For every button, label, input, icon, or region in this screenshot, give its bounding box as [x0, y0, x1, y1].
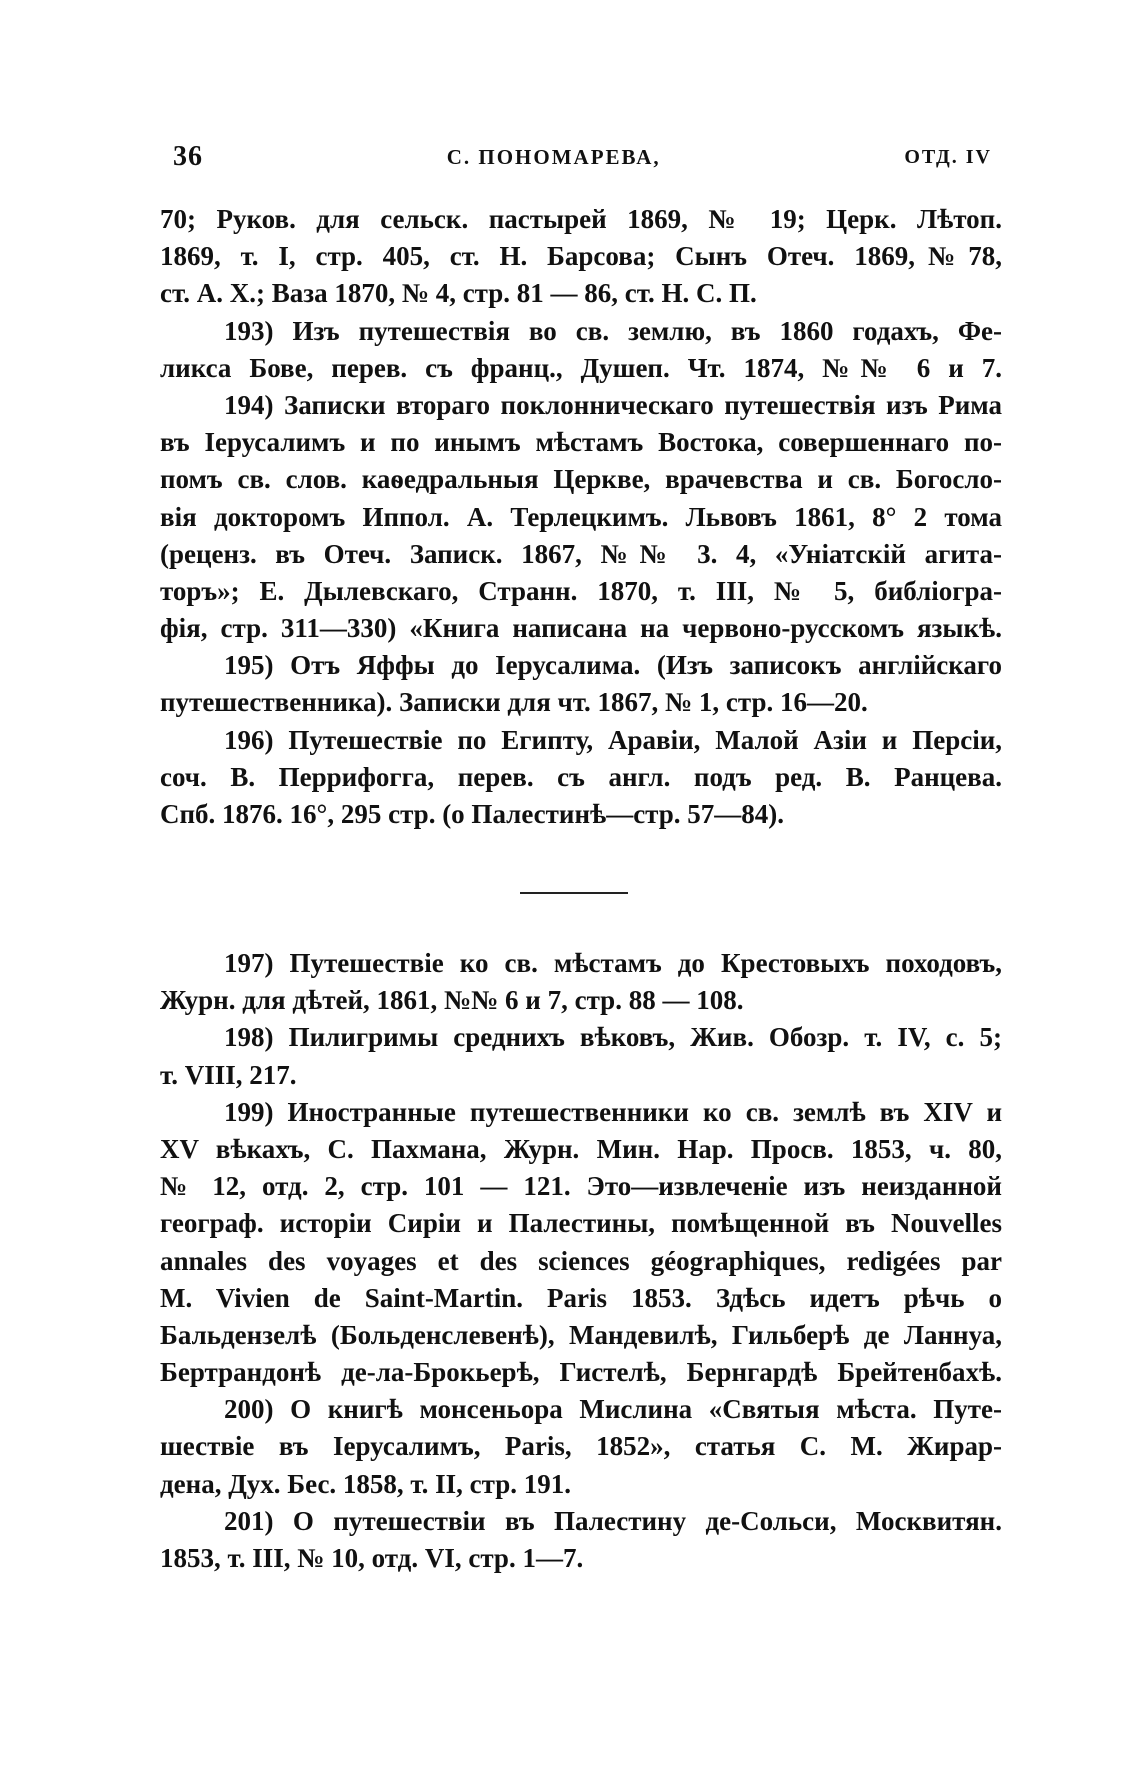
page-header — [173, 137, 992, 177]
text-line: № 12, отд. 2, стр. 101 — 121. Это—извлеченіе изъ неизданной — [160, 1171, 1002, 1202]
text-line: путешественника). Записки для чт. 1867, № 1, стр. 16—20. — [160, 687, 868, 718]
page-number: 36 — [173, 141, 203, 172]
text-line: 197) Путешествіе ко св. мѣстамъ до Крестовыхъ походовъ, — [224, 948, 1002, 978]
text-line: фія, стр. 311—330) «Книга написана на червоно-русскомъ языкѣ. — [160, 613, 1002, 644]
text-line: торъ»; Е. Дылевскаго, Странн. 1870, т. III, № 5, библіогра- — [160, 575, 1002, 606]
text-line: 200) О книгѣ монсеньора Мислина «Святыя мѣста. Путе- — [224, 1394, 1002, 1425]
text-line: 198) Пилигримы среднихъ вѣковъ, Жив. Обозр. т. IV, с. 5; — [224, 1022, 1002, 1053]
text-line: 70; Руков. для сельск. пастырей 1869, № 19; Церк. Лѣтоп. — [160, 204, 1002, 234]
text-line: Спб. 1876. 16°, 295 стр. (о Палестинѣ—стр. 57—84). — [160, 799, 785, 829]
text-line: географ. исторіи Сиріи и Палестины, помѣщенной въ Nouvelles — [160, 1208, 1002, 1239]
text-line: M. Vivien de Saint-Martin. Paris 1853. Здѣсь идетъ рѣчь о — [160, 1282, 1002, 1313]
running-title: С. ПОНОМАРЕВА, — [446, 144, 661, 169]
text-line: вія докторомъ Иппол. А. Терлецкимъ. Львовъ 1861, 8° 2 тома — [160, 501, 1002, 532]
text-line: 1869, т. I, стр. 405, ст. Н. Барсова; Сынъ Отеч. 1869,№78, — [160, 241, 1002, 272]
bibliography-block-upper — [160, 201, 1002, 833]
text-line: 195) Отъ Яффы до Іерусалима. (Изъ записокъ англійскаго — [224, 650, 1002, 681]
text-line: соч. В. Перрифогга, перев. съ англ. подъ ред. В. Ранцева. — [160, 761, 1002, 792]
text-line: ликса Бове, перев. съ франц., Душеп. Чт. 1874, №№ 6 и 7. — [160, 352, 1002, 383]
text-line: 193) Изъ путешествія во св. землю, въ 1860 годахъ, Фе- — [224, 315, 1002, 346]
text-line: 194) Записки втораго поклонническаго путешествія изъ Рима — [224, 389, 1002, 420]
text-line: Бальдензелѣ (Больденслевенѣ), Мандевилѣ, Гильберѣ де Ланнуа, — [160, 1319, 1002, 1350]
text-line: Бертрандонѣ де-ла-Брокьерѣ, Гистелѣ, Бернгардѣ Брейтенбахѣ. — [160, 1357, 1002, 1388]
text-line: (реценз. въ Отеч. Записк. 1867, №№ 3. 4, «Уніатскій агита- — [160, 538, 1002, 569]
text-line: 1853, т. III, № 10, отд. VI, стр. 1—7. — [160, 1543, 584, 1573]
text-line: дена, Дух. Бес. 1858, т. II, стр. 191. — [160, 1468, 572, 1499]
text-line: шествіе въ Іерусалимъ, Paris, 1852», статья С. М. Жирар- — [160, 1431, 1002, 1462]
text-line: ст. А. Х.; Ваза 1870, № 4, стр. 81 — 86, ст. Н. С. П. — [160, 278, 757, 309]
text-line: 199) Иностранные путешественники ко св. землѣ въ XIV и — [224, 1096, 1002, 1127]
text-line: annales des voyages et des sciences géographiques, redigées par — [160, 1245, 1002, 1276]
text-line: Журн. для дѣтей, 1861, №№ 6 и 7, стр. 88 — 108. — [160, 985, 744, 1016]
text-line: 196) Путешествіе по Египту, Аравіи, Малой Азіи и Персіи, — [224, 724, 1002, 755]
section-label: ОТД. IV — [904, 145, 992, 168]
section-separator — [520, 892, 628, 894]
text-line: въ Іерусалимъ и по инымъ мѣстамъ Востока, совершеннаго по- — [160, 427, 1002, 458]
text-line: помъ св. слов. каѳедральныя Церкве, врачевства и св. Богосло- — [160, 464, 1002, 495]
text-line: 201) О путешествіи въ Палестину де-Сольси, Москвитян. — [224, 1505, 1002, 1536]
text-line: т. VIII, 217. — [160, 1059, 297, 1090]
text-line: XV вѣкахъ, С. Пахмана, Журн. Мин. Нар. Просв. 1853, ч. 80, — [160, 1133, 1002, 1164]
bibliography-block-lower — [160, 945, 1002, 1577]
